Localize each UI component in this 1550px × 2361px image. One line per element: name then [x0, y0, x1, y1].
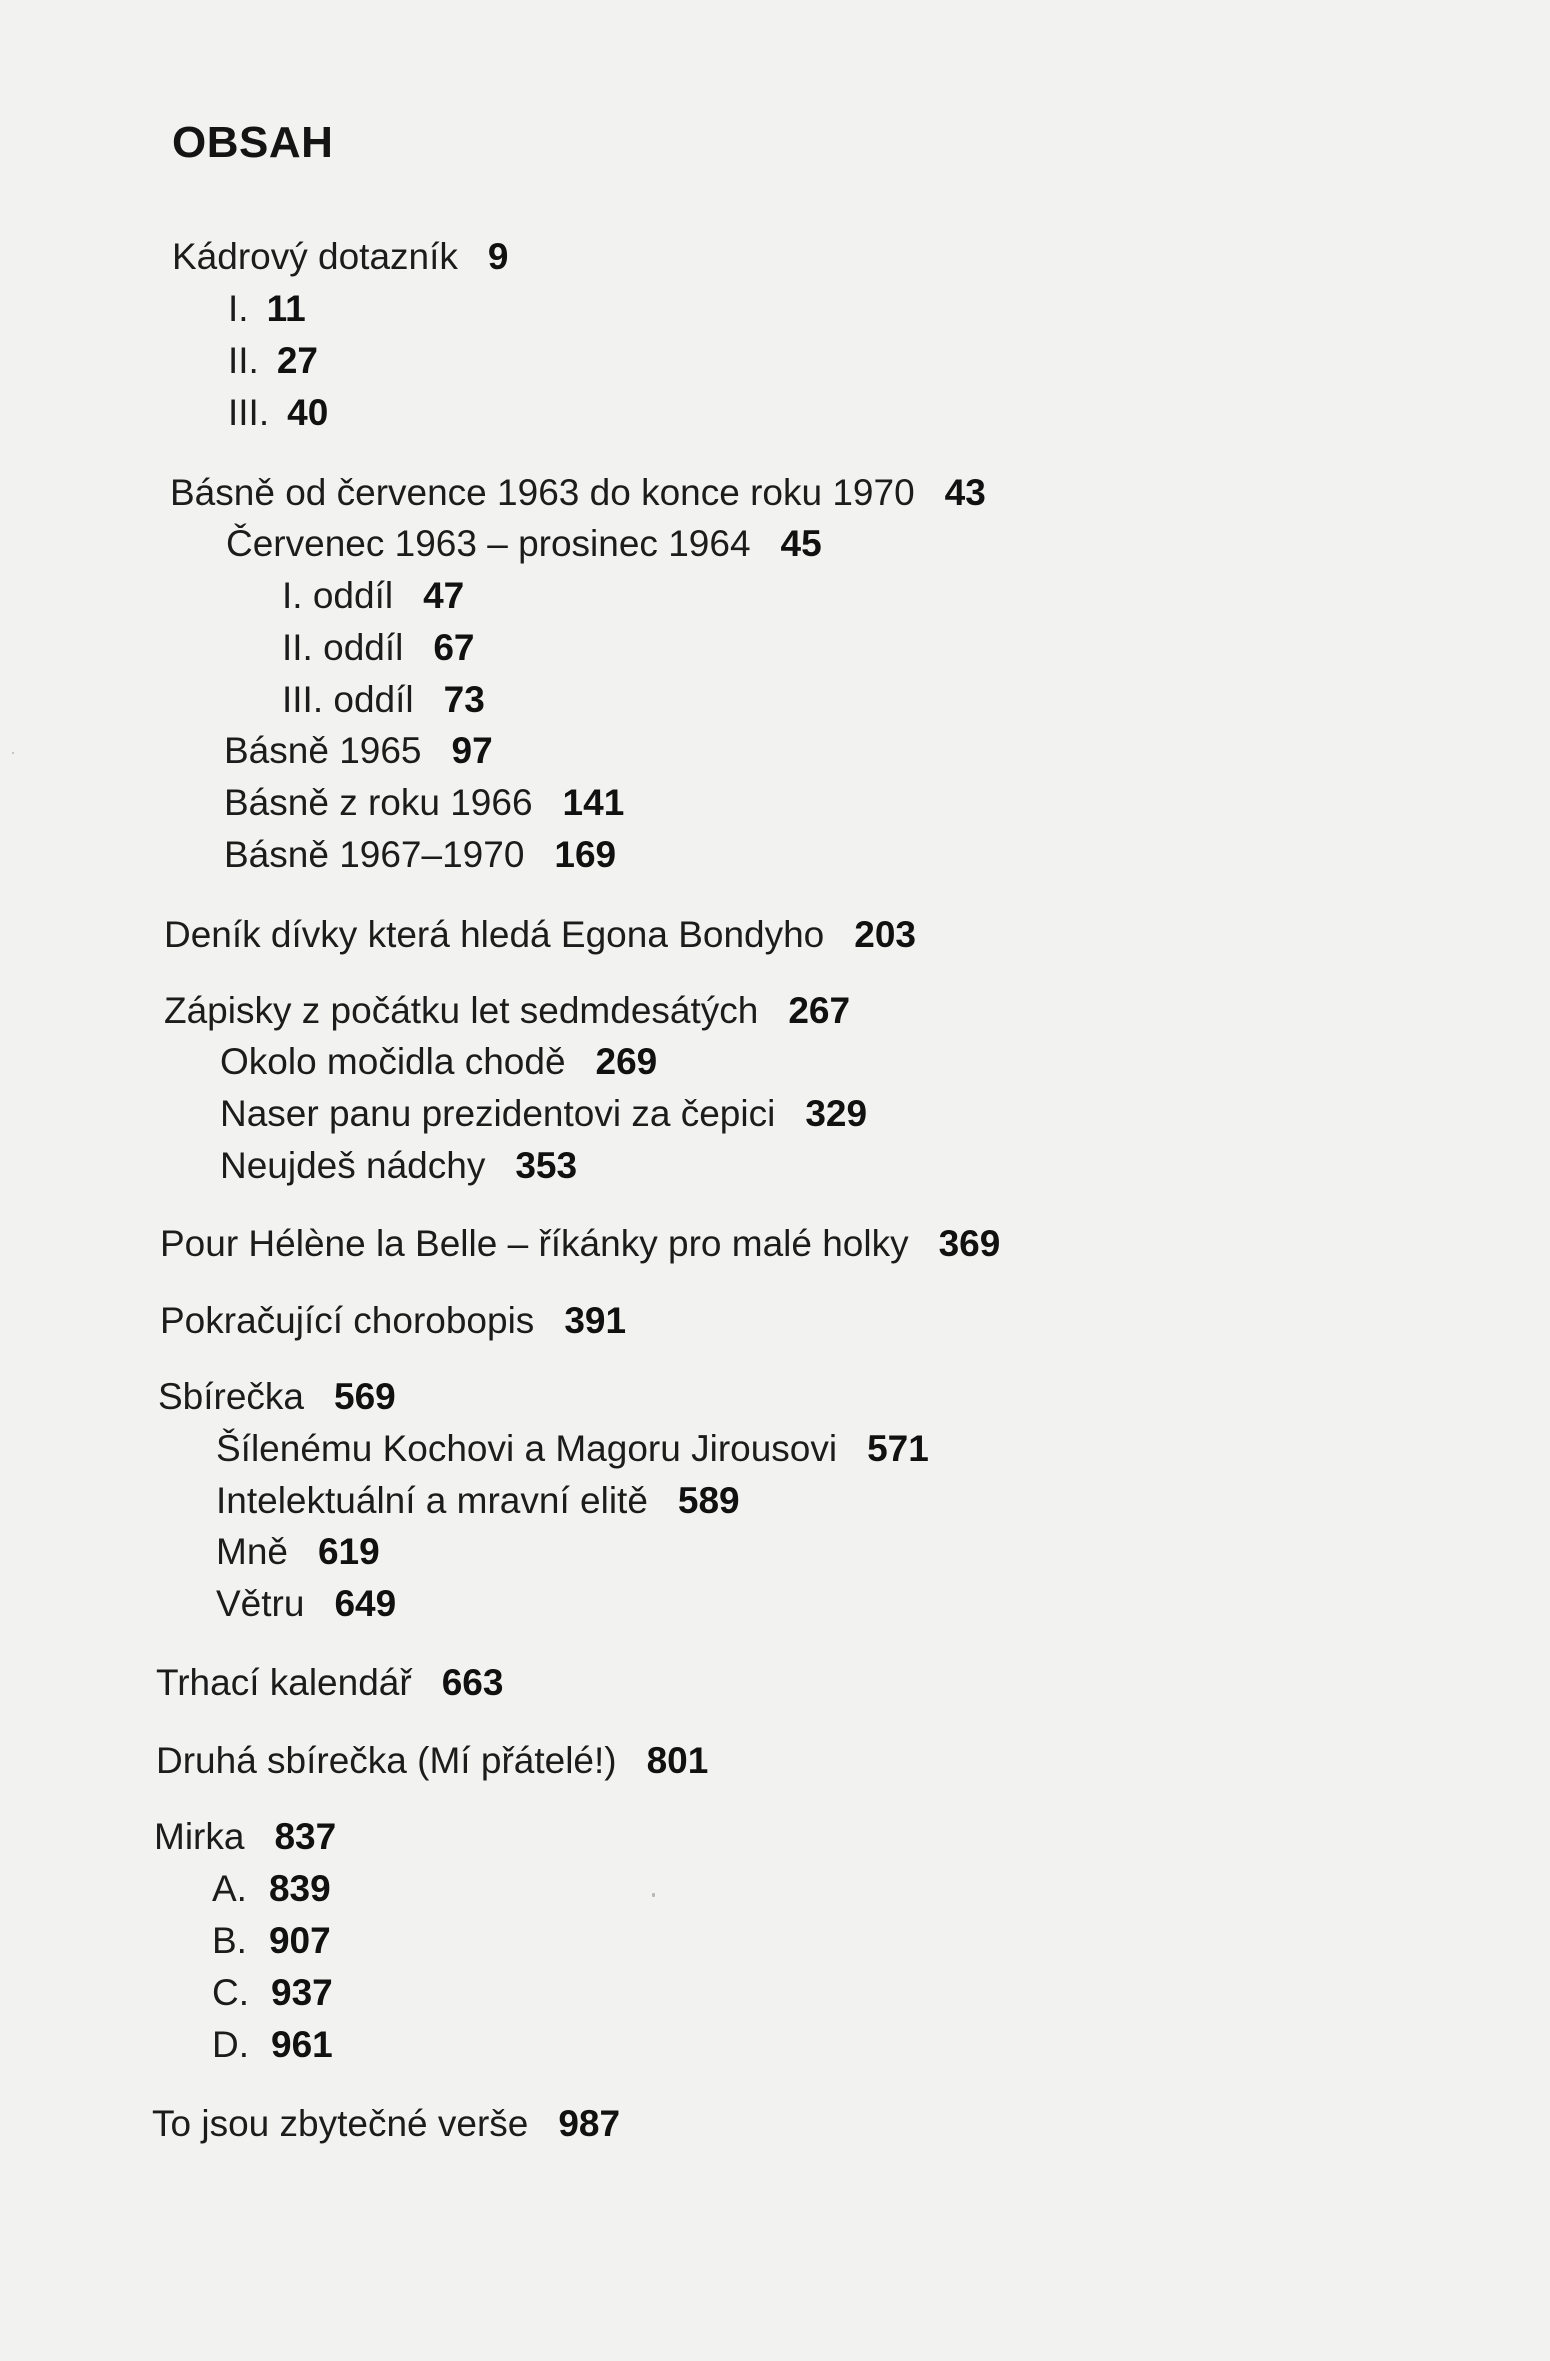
toc-entry-page: 937 [271, 1972, 333, 2013]
toc-entry-label: Mně [216, 1531, 288, 1572]
toc-entry-label: Červenec 1963 – prosinec 1964 [226, 523, 751, 564]
toc-entry-label: Pour Hélène la Belle – říkánky pro malé holky [160, 1223, 909, 1264]
toc-entry-label: A. [212, 1868, 247, 1909]
toc-subentry [228, 342, 318, 379]
toc-entry-label: Pokračující chorobopis [160, 1300, 535, 1341]
toc-subentry [220, 1095, 867, 1132]
toc-subentry [224, 732, 493, 769]
toc-entry-label: Kádrový dotazník [172, 236, 458, 277]
toc-entry-page: 663 [441, 1662, 504, 1703]
toc-entry-page: 11 [266, 288, 306, 329]
toc-entry [164, 992, 850, 1029]
toc-entry-page: 73 [443, 679, 485, 720]
toc-subentry [216, 1430, 929, 1467]
toc-subentry [228, 394, 328, 431]
toc-entry-page: 569 [334, 1376, 396, 1417]
paper-speck [652, 1893, 655, 1897]
toc-subentry [212, 1870, 331, 1907]
toc-entry-label: C. [212, 1972, 249, 2013]
toc-entry-label: Deník dívky která hledá Egona Bondyho [164, 914, 825, 955]
toc-entry-label: Intelektuální a mravní elitě [216, 1480, 648, 1521]
toc-subentry [216, 1533, 380, 1570]
toc-entry-label: Básně 1965 [224, 730, 422, 771]
toc-entry-page: 9 [487, 236, 509, 277]
toc-entry-label: Šílenému Kochovi a Magoru Jirousovi [216, 1428, 838, 1469]
toc-entry-page: 169 [554, 834, 617, 875]
toc-entry [172, 238, 508, 275]
toc-entry-page: 141 [562, 782, 625, 823]
toc-subentry [282, 629, 475, 666]
toc-entry [154, 1818, 336, 1855]
toc-entry-page: 619 [317, 1531, 380, 1572]
toc-subentry [282, 681, 485, 718]
toc-entry-page: 837 [274, 1816, 337, 1857]
toc-subentry [226, 525, 822, 562]
toc-entry-page: 43 [944, 472, 986, 513]
toc-subentry [228, 290, 306, 327]
toc-subentry [216, 1585, 396, 1622]
toc-entry [164, 916, 916, 953]
toc-entry-label: Okolo močidla chodě [220, 1041, 566, 1082]
toc-entry-label: III. oddíl [282, 679, 414, 720]
toc-subentry [216, 1482, 740, 1519]
toc-entry-page: 203 [854, 914, 916, 955]
toc-entry-label: Naser panu prezidentovi za čepici [220, 1093, 776, 1134]
paper-speck [12, 752, 14, 754]
toc-entry [160, 1302, 626, 1339]
toc-subentry [220, 1147, 577, 1184]
toc-entry-label: Neujdeš nádchy [220, 1145, 486, 1186]
toc-entry-label: Básně z roku 1966 [224, 782, 533, 823]
toc-entry-label: Větru [216, 1583, 305, 1624]
toc-entry-page: 961 [271, 2024, 333, 2065]
toc-entry [152, 2105, 620, 2142]
toc-entry-page: 267 [788, 990, 851, 1031]
page-title: OBSAH [172, 118, 334, 167]
toc-entry-page: 269 [595, 1041, 658, 1082]
toc-entry-page: 987 [558, 2103, 621, 2144]
toc-entry-label: Mirka [154, 1816, 245, 1857]
toc-entry-label: Zápisky z počátku let sedmdesátých [164, 990, 759, 1031]
toc-entry-page: 649 [334, 1583, 397, 1624]
toc-entry-label: Básně od července 1963 do konce roku 1970 [170, 472, 915, 513]
toc-entry-page: 907 [268, 1920, 331, 1961]
toc-entry [158, 1378, 396, 1415]
toc-subentry [212, 1922, 331, 1959]
toc-entry-label: I. [228, 288, 249, 329]
toc-subentry [220, 1043, 657, 1080]
toc-entry-page: 353 [515, 1145, 578, 1186]
toc-entry-page: 571 [867, 1428, 929, 1469]
toc-entry-page: 40 [287, 392, 329, 433]
toc-entry-page: 839 [268, 1868, 331, 1909]
toc-entry-label: II. [228, 340, 259, 381]
toc-subentry [212, 1974, 333, 2011]
toc-entry-page: 27 [276, 340, 318, 381]
toc-entry-label: Druhá sbírečka (Mí přátelé!) [156, 1740, 617, 1781]
toc-entry-label: Básně 1967–1970 [224, 834, 525, 875]
toc-entry-page: 801 [646, 1740, 709, 1781]
toc-subentry [212, 2026, 333, 2063]
toc-entry-page: 47 [423, 575, 465, 616]
toc-entry-page: 329 [805, 1093, 868, 1134]
toc-entry [160, 1225, 1000, 1262]
toc-entry-page: 589 [677, 1480, 740, 1521]
toc-entry-label: II. oddíl [282, 627, 404, 668]
toc-entry-label: III. [228, 392, 270, 433]
toc-subentry [224, 784, 624, 821]
toc-entry-page: 391 [564, 1300, 627, 1341]
toc-entry-label: To jsou zbytečné verše [152, 2103, 529, 2144]
toc-subentry [224, 836, 616, 873]
toc-entry-page: 45 [780, 523, 822, 564]
toc-entry-label: I. oddíl [282, 575, 394, 616]
toc-entry-label: Trhací kalendář [156, 1662, 412, 1703]
toc-entry-label: D. [212, 2024, 249, 2065]
toc-entry [156, 1664, 503, 1701]
toc-entry [156, 1742, 708, 1779]
toc-subentry [282, 577, 464, 614]
toc-entry-label: B. [212, 1920, 247, 1961]
toc-entry-page: 97 [451, 730, 493, 771]
toc-entry-page: 67 [433, 627, 475, 668]
toc-entry [170, 474, 986, 511]
toc-entry-label: Sbírečka [158, 1376, 305, 1417]
toc-entry-page: 369 [938, 1223, 1001, 1264]
